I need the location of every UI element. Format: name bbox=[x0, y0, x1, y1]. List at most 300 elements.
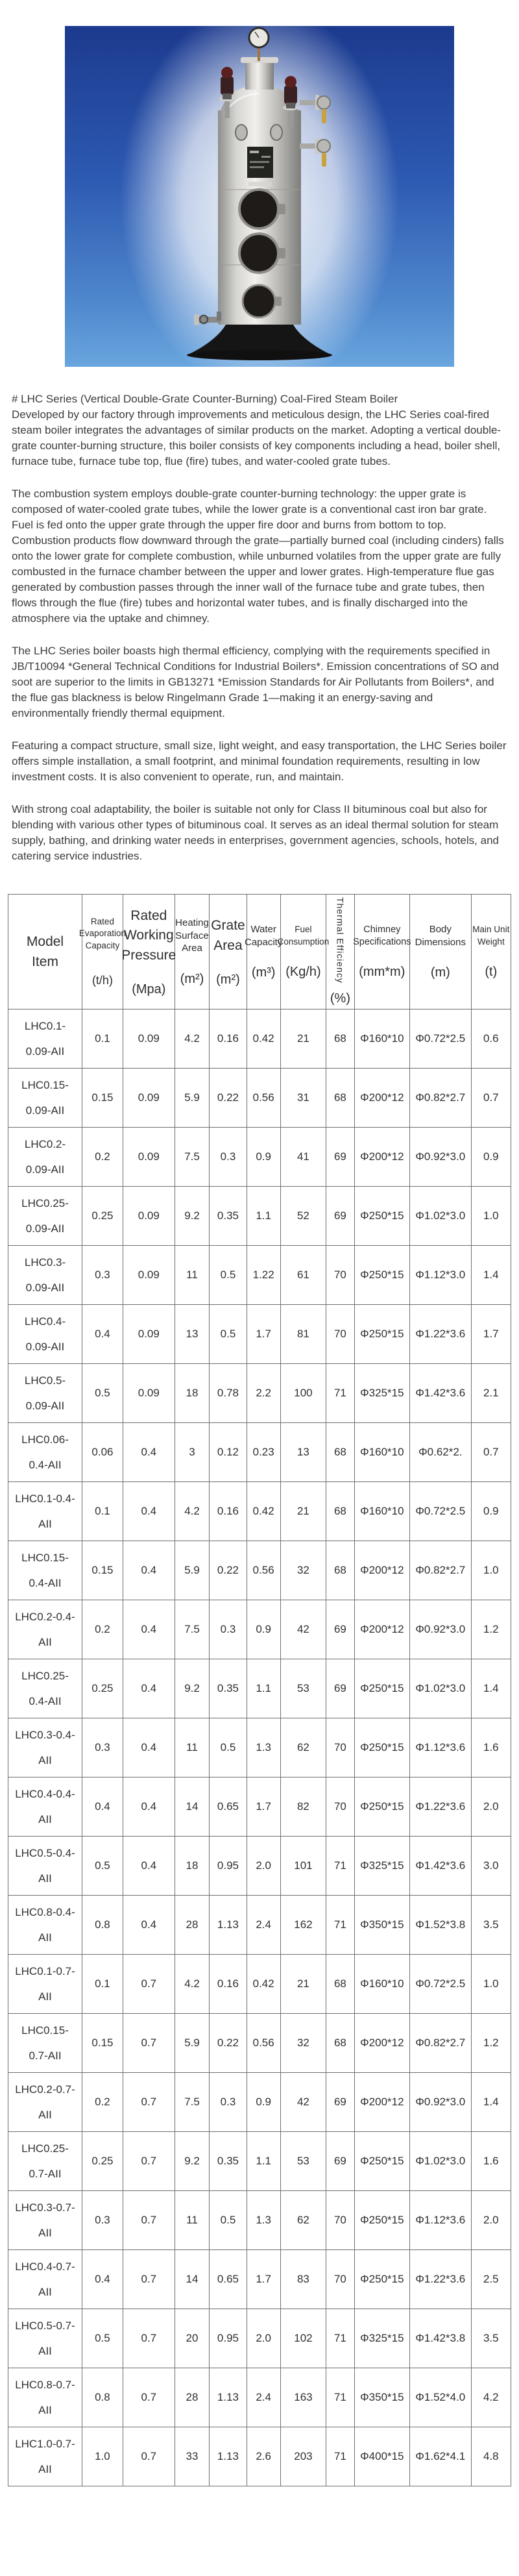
model-cell: LHC0.3-0.7-AII bbox=[8, 2191, 82, 2250]
model-cell: LHC0.1-0.4-AII bbox=[8, 1482, 82, 1541]
value-cell: 1.4 bbox=[471, 1246, 511, 1305]
value-cell: 0.25 bbox=[82, 1659, 123, 1718]
value-cell: Φ0.82*2.7 bbox=[409, 1069, 471, 1128]
value-cell: 21 bbox=[280, 1482, 326, 1541]
value-cell: 0.4 bbox=[82, 1777, 123, 1837]
table-row bbox=[8, 1896, 511, 1955]
table-row bbox=[8, 1128, 511, 1187]
value-cell: 32 bbox=[280, 2014, 326, 2073]
value-cell: 0.22 bbox=[210, 1541, 247, 1600]
value-cell: 0.5 bbox=[210, 1718, 247, 1777]
column-label: Model Item bbox=[26, 934, 64, 969]
value-cell: 14 bbox=[175, 2250, 210, 2309]
value-cell: 9.2 bbox=[175, 1187, 210, 1246]
model-cell: LHC0.2-0.09-AII bbox=[8, 1128, 82, 1187]
column-header-heating-surface-area bbox=[175, 895, 210, 1009]
value-cell: 11 bbox=[175, 1246, 210, 1305]
value-cell: Φ0.72*2.5 bbox=[409, 1955, 471, 2014]
table-row bbox=[8, 1246, 511, 1305]
column-header-thermal-efficiency bbox=[326, 895, 354, 1009]
value-cell: 1.2 bbox=[471, 2014, 511, 2073]
value-cell: Φ160*10 bbox=[354, 1423, 409, 1482]
value-cell: 0.2 bbox=[82, 2073, 123, 2132]
steam-collar bbox=[241, 57, 278, 90]
model-cell: LHC0.5-0.09-AII bbox=[8, 1364, 82, 1423]
value-cell: Φ1.02*3.0 bbox=[409, 2132, 471, 2191]
table-row bbox=[8, 1718, 511, 1777]
value-cell: Φ250*15 bbox=[354, 2132, 409, 2191]
value-cell: Φ200*12 bbox=[354, 1600, 409, 1659]
value-cell: Φ1.02*3.0 bbox=[409, 1187, 471, 1246]
table-row bbox=[8, 1364, 511, 1423]
column-header-chimney-specifications bbox=[354, 895, 409, 1009]
value-cell: Φ0.72*2.5 bbox=[409, 1482, 471, 1541]
value-cell: Φ1.52*4.0 bbox=[409, 2368, 471, 2427]
paragraph: Developed by our factory through improvements and meticulous design, the LHC Series coal-fired steam boiler integrates the advantages of similar products on the market. Adopting a vertical double-grate counter-burning structure, this boiler consists of key components including a head, boiler shell, furnace tube, furnace tube top, flue (fire) tubes, and water-cooled grate tubes. bbox=[12, 408, 501, 467]
value-cell: 4.2 bbox=[471, 2368, 511, 2427]
value-cell: Φ1.02*3.0 bbox=[409, 1659, 471, 1718]
table-row bbox=[8, 2250, 511, 2309]
column-unit: (m) bbox=[430, 965, 450, 980]
model-cell: LHC0.5-0.7-AII bbox=[8, 2309, 82, 2368]
value-cell: 5.9 bbox=[175, 1069, 210, 1128]
column-header-water-capacity bbox=[244, 895, 283, 1009]
value-cell: 28 bbox=[175, 2368, 210, 2427]
table-row bbox=[8, 1009, 511, 1069]
value-cell: Φ250*15 bbox=[354, 1718, 409, 1777]
table-row bbox=[8, 2191, 511, 2250]
value-cell: 0.7 bbox=[123, 2309, 175, 2368]
value-cell: 71 bbox=[326, 2427, 354, 2486]
table-row bbox=[8, 1187, 511, 1246]
value-cell: 3.5 bbox=[471, 2309, 511, 2368]
value-cell: 21 bbox=[280, 1009, 326, 1069]
value-cell: 71 bbox=[326, 1896, 354, 1955]
value-cell: 0.42 bbox=[247, 1482, 280, 1541]
value-cell: 7.5 bbox=[175, 2073, 210, 2132]
column-label: Fuel Consumption bbox=[277, 924, 330, 947]
value-cell: 9.2 bbox=[175, 1659, 210, 1718]
column-label: Chimney Specifications bbox=[353, 924, 411, 947]
value-cell: 1.13 bbox=[210, 2368, 247, 2427]
value-cell: Φ250*15 bbox=[354, 2191, 409, 2250]
value-cell: 1.13 bbox=[210, 2427, 247, 2486]
value-cell: 68 bbox=[326, 1955, 354, 2014]
column-unit: (mm*m) bbox=[359, 965, 405, 980]
column-label: Rated Evaporation Capacity bbox=[78, 917, 126, 950]
value-cell: Φ325*15 bbox=[354, 1364, 409, 1423]
model-cell: LHC0.2-0.4-AII bbox=[8, 1600, 82, 1659]
value-cell: 0.4 bbox=[123, 1659, 175, 1718]
value-cell: 0.56 bbox=[247, 1069, 280, 1128]
value-cell: 0.09 bbox=[123, 1364, 175, 1423]
value-cell: 0.09 bbox=[123, 1187, 175, 1246]
value-cell: 0.4 bbox=[123, 1423, 175, 1482]
model-cell: LHC0.1-0.7-AII bbox=[8, 1955, 82, 2014]
spec-table-header-row bbox=[8, 895, 511, 1009]
value-cell: 71 bbox=[326, 2309, 354, 2368]
value-cell: 0.9 bbox=[471, 1128, 511, 1187]
value-cell: 0.4 bbox=[123, 1837, 175, 1896]
value-cell: 0.3 bbox=[210, 1128, 247, 1187]
table-row bbox=[8, 2368, 511, 2427]
value-cell: 0.4 bbox=[123, 1482, 175, 1541]
value-cell: 0.9 bbox=[471, 1482, 511, 1541]
paragraph: The LHC Series boiler boasts high thermal efficiency, complying with the requirements specified in JB/T10094 *General Technical Conditions for Industrial Boilers*. Emission concentrations of SO and soot are superior to the limits in GB13271 *Emission Standards for Air Pollutants from Boilers*, and the flue gas blackness is below Ringelmann Grade 1—making it an energy-saving and environmentally friendly thermal equipment. bbox=[12, 645, 499, 719]
value-cell: 0.09 bbox=[123, 1305, 175, 1364]
model-cell: LHC0.3-0.4-AII bbox=[8, 1718, 82, 1777]
model-cell: LHC0.4-0.09-AII bbox=[8, 1305, 82, 1364]
value-cell: 0.5 bbox=[82, 1837, 123, 1896]
value-cell: 0.7 bbox=[471, 1069, 511, 1128]
table-row bbox=[8, 1600, 511, 1659]
value-cell: 2.1 bbox=[471, 1364, 511, 1423]
value-cell: 0.22 bbox=[210, 2014, 247, 2073]
column-header-fuel-consumption bbox=[277, 895, 330, 1009]
value-cell: 0.9 bbox=[247, 1128, 280, 1187]
column-header-model-item bbox=[8, 895, 82, 1009]
value-cell: 69 bbox=[326, 1187, 354, 1246]
value-cell: 162 bbox=[280, 1896, 326, 1955]
value-cell: 0.5 bbox=[210, 2191, 247, 2250]
value-cell: 62 bbox=[280, 1718, 326, 1777]
value-cell: 2.6 bbox=[247, 2427, 280, 2486]
value-cell: 21 bbox=[280, 1955, 326, 2014]
value-cell: 1.0 bbox=[471, 1955, 511, 2014]
value-cell: 32 bbox=[280, 1541, 326, 1600]
value-cell: 0.3 bbox=[82, 1718, 123, 1777]
model-cell: LHC0.4-0.4-AII bbox=[8, 1777, 82, 1837]
model-cell: LHC0.1-0.09-AII bbox=[8, 1009, 82, 1069]
column-unit: (m²) bbox=[180, 971, 204, 986]
value-cell: 2.5 bbox=[471, 2250, 511, 2309]
value-cell: 70 bbox=[326, 1246, 354, 1305]
value-cell: 71 bbox=[326, 1837, 354, 1896]
value-cell: 70 bbox=[326, 1305, 354, 1364]
value-cell: 1.4 bbox=[471, 2073, 511, 2132]
table-row bbox=[8, 1069, 511, 1128]
model-cell: LHC0.2-0.7-AII bbox=[8, 2073, 82, 2132]
value-cell: 1.2 bbox=[471, 1600, 511, 1659]
table-row bbox=[8, 1659, 511, 1718]
value-cell: 0.2 bbox=[82, 1600, 123, 1659]
value-cell: 0.95 bbox=[210, 2309, 247, 2368]
value-cell: 0.8 bbox=[82, 2368, 123, 2427]
value-cell: 11 bbox=[175, 2191, 210, 2250]
value-cell: 0.22 bbox=[210, 1069, 247, 1128]
value-cell: 0.09 bbox=[123, 1069, 175, 1128]
column-header-rated-working-pressure bbox=[123, 895, 175, 1009]
value-cell: 31 bbox=[280, 1069, 326, 1128]
value-cell: 83 bbox=[280, 2250, 326, 2309]
value-cell: 1.0 bbox=[82, 2427, 123, 2486]
value-cell: 0.5 bbox=[82, 2309, 123, 2368]
value-cell: 0.09 bbox=[123, 1246, 175, 1305]
value-cell: Φ1.42*3.8 bbox=[409, 2309, 471, 2368]
value-cell: 0.5 bbox=[210, 1246, 247, 1305]
table-row bbox=[8, 1837, 511, 1896]
column-unit: (m³) bbox=[251, 965, 276, 980]
value-cell: 0.1 bbox=[82, 1482, 123, 1541]
paragraph: With strong coal adaptability, the boiler is suitable not only for Class II bituminous coal but also for blending with various other types of bituminous coal. It serves as an ideal thermal solution for steam supply, bathing, and drinking water needs in enterprises, government agencies, schools, hotels, and catering service industries. bbox=[12, 803, 499, 862]
model-cell: LHC0.25-0.09-AII bbox=[8, 1187, 82, 1246]
value-cell: 13 bbox=[280, 1423, 326, 1482]
value-cell: 53 bbox=[280, 1659, 326, 1718]
spec-table bbox=[8, 894, 511, 2486]
value-cell: 0.3 bbox=[210, 2073, 247, 2132]
value-cell: 0.35 bbox=[210, 2132, 247, 2191]
column-label: Heating Surface Area bbox=[175, 917, 209, 954]
value-cell: 3 bbox=[175, 1423, 210, 1482]
value-cell: Φ160*10 bbox=[354, 1482, 409, 1541]
value-cell: 0.4 bbox=[123, 1777, 175, 1837]
value-cell: 68 bbox=[326, 1482, 354, 1541]
value-cell: 0.3 bbox=[210, 1600, 247, 1659]
value-cell: 0.1 bbox=[82, 1955, 123, 2014]
model-cell: LHC0.8-0.7-AII bbox=[8, 2368, 82, 2427]
value-cell: 0.09 bbox=[123, 1009, 175, 1069]
value-cell: Φ1.22*3.6 bbox=[409, 2250, 471, 2309]
value-cell: 70 bbox=[326, 1718, 354, 1777]
value-cell: 1.13 bbox=[210, 1896, 247, 1955]
paragraph: Featuring a compact structure, small size, light weight, and easy transportation, the LHC Series boiler offers simple installation, a small footprint, and minimal foundation requirements, resulting in low investment costs. It is also convenient to operate, run, and maintain. bbox=[12, 739, 507, 783]
value-cell: 0.7 bbox=[123, 2191, 175, 2250]
value-cell: 4.2 bbox=[175, 1009, 210, 1069]
value-cell: Φ160*10 bbox=[354, 1009, 409, 1069]
value-cell: 70 bbox=[326, 1777, 354, 1837]
value-cell: Φ160*10 bbox=[354, 1955, 409, 2014]
value-cell: 69 bbox=[326, 1659, 354, 1718]
value-cell: 1.1 bbox=[247, 1187, 280, 1246]
value-cell: Φ250*15 bbox=[354, 1777, 409, 1837]
value-cell: Φ200*12 bbox=[354, 2014, 409, 2073]
value-cell: Φ250*15 bbox=[354, 1246, 409, 1305]
column-unit: (m²) bbox=[216, 972, 240, 987]
value-cell: 4.2 bbox=[175, 1955, 210, 2014]
value-cell: 1.7 bbox=[247, 1305, 280, 1364]
value-cell: Φ0.72*2.5 bbox=[409, 1009, 471, 1069]
value-cell: 71 bbox=[326, 2368, 354, 2427]
value-cell: 2.0 bbox=[471, 1777, 511, 1837]
model-cell: LHC1.0-0.7-AII bbox=[8, 2427, 82, 2486]
value-cell: 0.9 bbox=[247, 1600, 280, 1659]
value-cell: Φ325*15 bbox=[354, 2309, 409, 2368]
value-cell: 7.5 bbox=[175, 1600, 210, 1659]
model-cell: LHC0.4-0.7-AII bbox=[8, 2250, 82, 2309]
model-cell: LHC0.15-0.09-AII bbox=[8, 1069, 82, 1128]
value-cell: 52 bbox=[280, 1187, 326, 1246]
value-cell: Φ1.12*3.6 bbox=[409, 1718, 471, 1777]
value-cell: 1.0 bbox=[471, 1187, 511, 1246]
value-cell: 0.78 bbox=[210, 1364, 247, 1423]
table-row bbox=[8, 2132, 511, 2191]
column-label: Thermal Efficiency bbox=[335, 897, 346, 984]
value-cell: 7.5 bbox=[175, 1128, 210, 1187]
value-cell: 1.6 bbox=[471, 2132, 511, 2191]
value-cell: 0.65 bbox=[210, 2250, 247, 2309]
value-cell: 1.3 bbox=[247, 2191, 280, 2250]
value-cell: 0.4 bbox=[123, 1541, 175, 1600]
value-cell: 0.56 bbox=[247, 2014, 280, 2073]
column-header-grate-area bbox=[210, 895, 247, 1009]
model-cell: LHC0.5-0.4-AII bbox=[8, 1837, 82, 1896]
value-cell: 0.9 bbox=[247, 2073, 280, 2132]
value-cell: 2.4 bbox=[247, 1896, 280, 1955]
value-cell: 0.35 bbox=[210, 1187, 247, 1246]
value-cell: 68 bbox=[326, 1009, 354, 1069]
value-cell: 1.7 bbox=[247, 2250, 280, 2309]
boiler-photo bbox=[65, 26, 454, 367]
value-cell: 0.65 bbox=[210, 1777, 247, 1837]
value-cell: Φ250*15 bbox=[354, 1305, 409, 1364]
value-cell: Φ250*15 bbox=[354, 1187, 409, 1246]
value-cell: 0.25 bbox=[82, 1187, 123, 1246]
page-title: # LHC Series (Vertical Double-Grate Counter-Burning) Coal-Fired Steam Boiler bbox=[12, 393, 398, 405]
article bbox=[0, 367, 519, 864]
value-cell: Φ1.42*3.6 bbox=[409, 1364, 471, 1423]
table-row bbox=[8, 1482, 511, 1541]
product-photo-section bbox=[0, 0, 519, 367]
value-cell: 2.0 bbox=[471, 2191, 511, 2250]
value-cell: 0.5 bbox=[82, 1364, 123, 1423]
value-cell: 0.16 bbox=[210, 1955, 247, 2014]
value-cell: 0.4 bbox=[123, 1718, 175, 1777]
value-cell: 0.7 bbox=[123, 1955, 175, 2014]
value-cell: 70 bbox=[326, 2191, 354, 2250]
value-cell: Φ1.52*3.8 bbox=[409, 1896, 471, 1955]
value-cell: Φ200*12 bbox=[354, 2073, 409, 2132]
value-cell: 68 bbox=[326, 1069, 354, 1128]
value-cell: 163 bbox=[280, 2368, 326, 2427]
value-cell: 61 bbox=[280, 1246, 326, 1305]
value-cell: 0.4 bbox=[82, 1305, 123, 1364]
value-cell: 100 bbox=[280, 1364, 326, 1423]
value-cell: 0.12 bbox=[210, 1423, 247, 1482]
value-cell: 101 bbox=[280, 1837, 326, 1896]
value-cell: 69 bbox=[326, 1600, 354, 1659]
table-row bbox=[8, 1423, 511, 1482]
value-cell: 0.3 bbox=[82, 1246, 123, 1305]
column-unit: (Mpa) bbox=[132, 982, 166, 997]
value-cell: 0.7 bbox=[123, 2073, 175, 2132]
column-unit: (%) bbox=[330, 991, 350, 1006]
value-cell: 1.7 bbox=[471, 1305, 511, 1364]
column-header-rated-evaporation-capacity bbox=[78, 895, 126, 1009]
column-label: Main Unit Weight bbox=[472, 924, 510, 947]
value-cell: Φ0.92*3.0 bbox=[409, 1600, 471, 1659]
value-cell: 41 bbox=[280, 1128, 326, 1187]
value-cell: 0.7 bbox=[471, 1423, 511, 1482]
value-cell: Φ0.62*2. bbox=[409, 1423, 471, 1482]
model-cell: LHC0.15-0.4-AII bbox=[8, 1541, 82, 1600]
value-cell: Φ400*15 bbox=[354, 2427, 409, 2486]
column-label: Grate Area bbox=[211, 918, 245, 953]
value-cell: 0.25 bbox=[82, 2132, 123, 2191]
value-cell: Φ1.22*3.6 bbox=[409, 1777, 471, 1837]
value-cell: 3.0 bbox=[471, 1837, 511, 1896]
value-cell: 28 bbox=[175, 1896, 210, 1955]
model-cell: LHC0.3-0.09-AII bbox=[8, 1246, 82, 1305]
value-cell: 11 bbox=[175, 1718, 210, 1777]
value-cell: 0.16 bbox=[210, 1482, 247, 1541]
value-cell: Φ250*15 bbox=[354, 2250, 409, 2309]
value-cell: 1.1 bbox=[247, 2132, 280, 2191]
model-cell: LHC0.06-0.4-AII bbox=[8, 1423, 82, 1482]
value-cell: 102 bbox=[280, 2309, 326, 2368]
value-cell: Φ350*15 bbox=[354, 1896, 409, 1955]
value-cell: 0.4 bbox=[82, 2250, 123, 2309]
value-cell: 2.4 bbox=[247, 2368, 280, 2427]
value-cell: Φ0.92*3.0 bbox=[409, 1128, 471, 1187]
value-cell: 71 bbox=[326, 1364, 354, 1423]
value-cell: 14 bbox=[175, 1777, 210, 1837]
value-cell: 3.5 bbox=[471, 1896, 511, 1955]
value-cell: Φ1.12*3.0 bbox=[409, 1246, 471, 1305]
value-cell: 0.1 bbox=[82, 1009, 123, 1069]
table-row bbox=[8, 2309, 511, 2368]
value-cell: 18 bbox=[175, 1837, 210, 1896]
value-cell: Φ200*12 bbox=[354, 1069, 409, 1128]
column-header-body-dimensions bbox=[409, 895, 471, 1009]
value-cell: 1.7 bbox=[247, 1777, 280, 1837]
value-cell: 0.42 bbox=[247, 1009, 280, 1069]
model-cell: LHC0.15-0.7-AII bbox=[8, 2014, 82, 2073]
article-paragraphs bbox=[12, 407, 507, 864]
value-cell: Φ0.82*2.7 bbox=[409, 2014, 471, 2073]
value-cell: 0.4 bbox=[123, 1600, 175, 1659]
value-cell: 0.5 bbox=[210, 1305, 247, 1364]
value-cell: 1.6 bbox=[471, 1718, 511, 1777]
value-cell: 1.22 bbox=[247, 1246, 280, 1305]
value-cell: 81 bbox=[280, 1305, 326, 1364]
value-cell: 82 bbox=[280, 1777, 326, 1837]
value-cell: 4.8 bbox=[471, 2427, 511, 2486]
value-cell: 42 bbox=[280, 2073, 326, 2132]
value-cell: 1.1 bbox=[247, 1659, 280, 1718]
value-cell: 2.0 bbox=[247, 1837, 280, 1896]
model-cell: LHC0.25-0.7-AII bbox=[8, 2132, 82, 2191]
value-cell: Φ0.82*2.7 bbox=[409, 1541, 471, 1600]
column-header-main-unit-weight bbox=[471, 895, 511, 1009]
column-label: Water Capacity bbox=[244, 924, 283, 948]
value-cell: 0.15 bbox=[82, 1069, 123, 1128]
value-cell: Φ1.22*3.6 bbox=[409, 1305, 471, 1364]
value-cell: 0.7 bbox=[123, 2014, 175, 2073]
value-cell: 20 bbox=[175, 2309, 210, 2368]
value-cell: 0.35 bbox=[210, 1659, 247, 1718]
column-label: Rated Working Pressure bbox=[121, 908, 176, 963]
value-cell: 70 bbox=[326, 2250, 354, 2309]
value-cell: Φ200*12 bbox=[354, 1541, 409, 1600]
paragraph: The combustion system employs double-grate counter-burning technology: the upper grate is composed of water-cooled grate tubes, while the lower grate is a conventional cast iron bar grate. Fuel is fed onto the upper grate through the upper fire door and burns from bottom to top. Combustion products flow downward through the grate—partially burned coal (including cinders) falls onto the lower grate for complete combustion, while unburned volatiles from the upper grate are fully combusted in the furnace chamber between the upper and lower grates. High-temperature flue gas generated by combustion passes through the inner wall of the furnace tube and grate tubes, then flows through the flue (fire) tubes and horizontal water tubes, and is finally discharged into the atmosphere via the uptake and chimney. bbox=[12, 488, 504, 625]
value-cell: 18 bbox=[175, 1364, 210, 1423]
value-cell: 5.9 bbox=[175, 2014, 210, 2073]
column-label: Body Dimensions bbox=[415, 924, 466, 948]
value-cell: 0.09 bbox=[123, 1128, 175, 1187]
value-cell: 69 bbox=[326, 2132, 354, 2191]
value-cell: 68 bbox=[326, 2014, 354, 2073]
value-cell: 9.2 bbox=[175, 2132, 210, 2191]
table-row bbox=[8, 1777, 511, 1837]
value-cell: 1.4 bbox=[471, 1659, 511, 1718]
value-cell: 13 bbox=[175, 1305, 210, 1364]
column-unit: (t/h) bbox=[91, 973, 113, 987]
value-cell: 0.8 bbox=[82, 1896, 123, 1955]
value-cell: 33 bbox=[175, 2427, 210, 2486]
value-cell: 0.7 bbox=[123, 2427, 175, 2486]
value-cell: 5.9 bbox=[175, 1541, 210, 1600]
value-cell: 0.7 bbox=[123, 2250, 175, 2309]
